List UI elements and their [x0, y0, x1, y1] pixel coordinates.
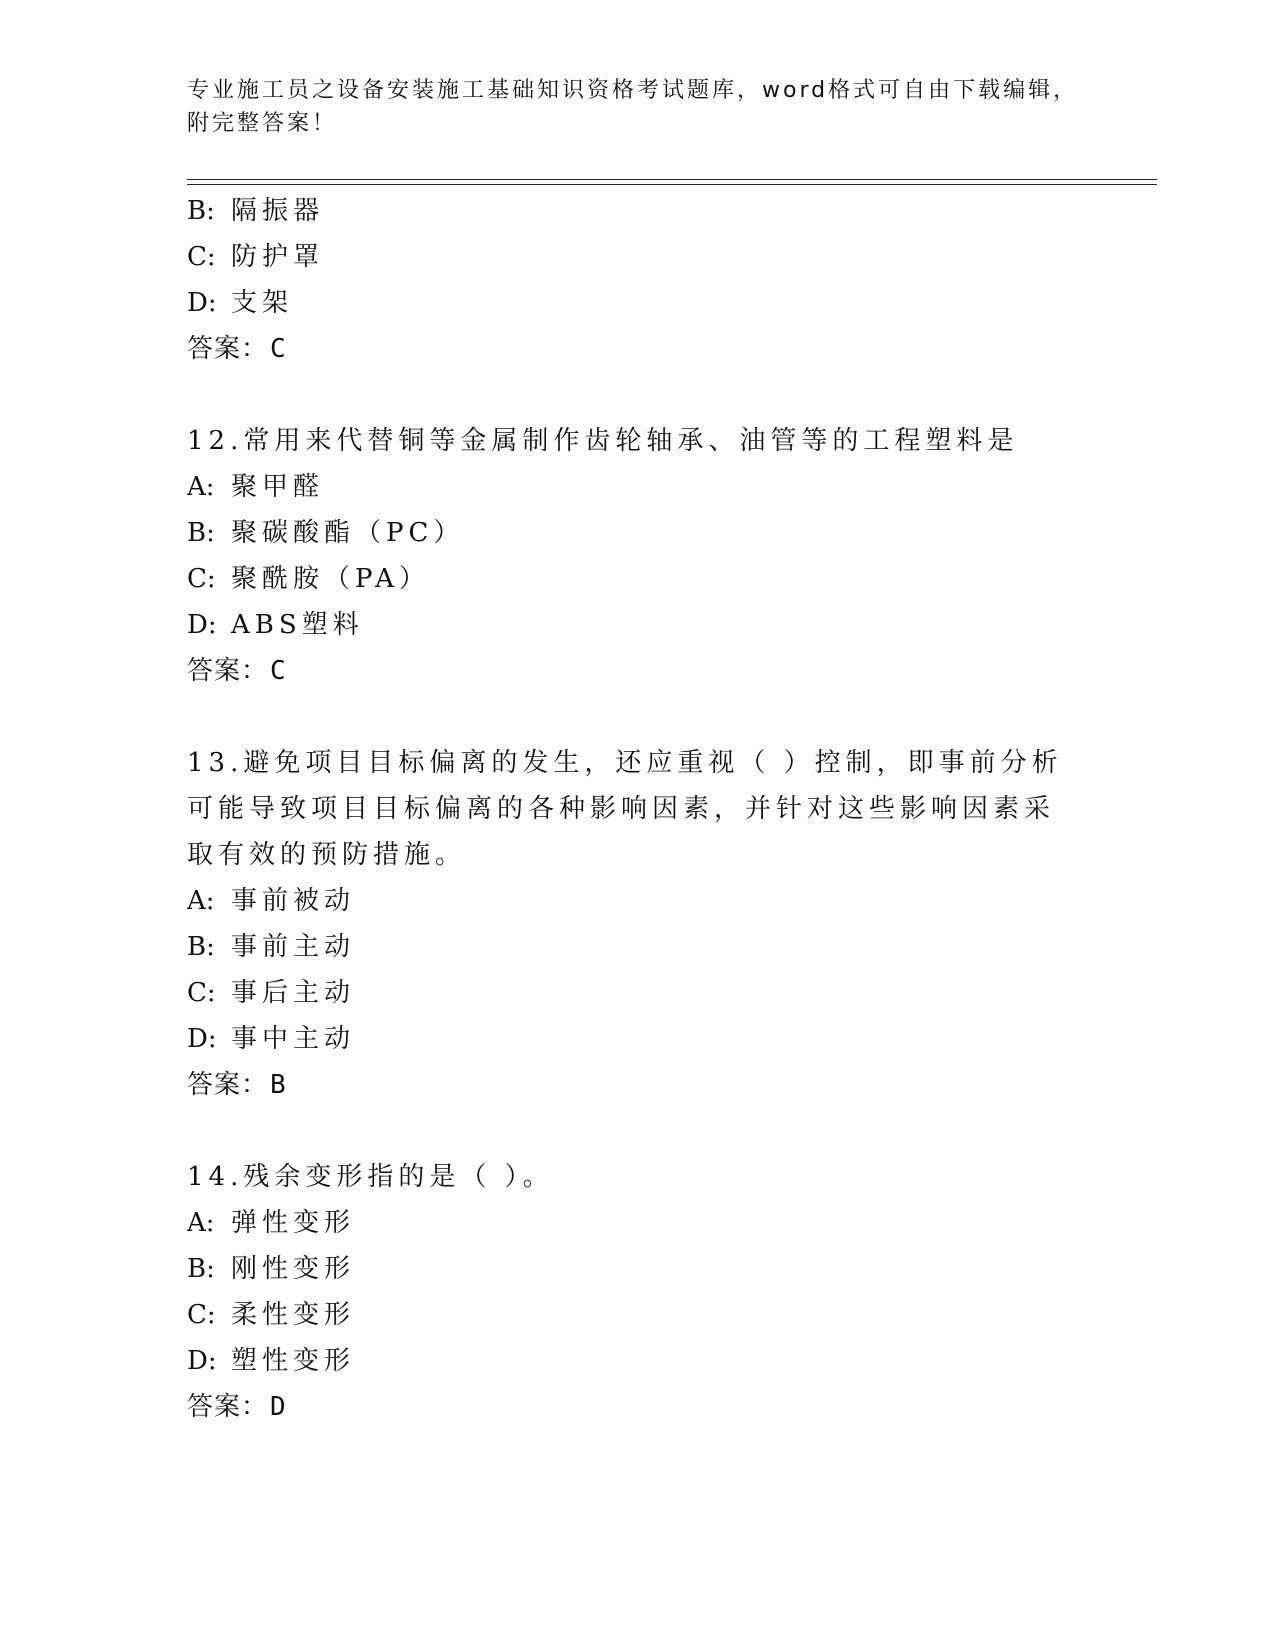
option-key: C: [187, 1300, 216, 1330]
header-divider-bottom [187, 184, 1157, 185]
option-c [187, 556, 1157, 602]
question-14 [187, 1154, 1157, 1430]
option-c [187, 970, 1157, 1016]
option-key: A: [187, 472, 215, 502]
option-b [187, 1246, 1157, 1292]
option-b [187, 188, 1157, 234]
question-stem: 12.常用来代替铜等金属制作齿轮轴承、油管等的工程塑料是 [187, 426, 1019, 456]
option-d [187, 280, 1157, 326]
answer-label: 答案： [187, 334, 269, 364]
document-header [187, 74, 1087, 140]
option-a [187, 1200, 1157, 1246]
answer-value: D [270, 1392, 287, 1422]
option-key: C: [187, 564, 216, 594]
answer-value: C [270, 656, 287, 686]
option-text: 事后主动 [231, 978, 356, 1008]
question-list [187, 188, 1157, 1430]
answer-line [187, 1062, 1157, 1108]
question-13 [187, 740, 1157, 1108]
option-key: D: [187, 1024, 217, 1054]
answer-label: 答案： [187, 656, 269, 686]
option-key: D: [187, 1346, 217, 1376]
option-c [187, 1292, 1157, 1338]
answer-line [187, 326, 1157, 372]
question-partial [187, 188, 1157, 372]
option-a [187, 878, 1157, 924]
option-text: ABS塑料 [231, 610, 364, 640]
option-text: 事中主动 [231, 1024, 356, 1054]
option-text: 聚酰胺（PA） [231, 564, 430, 594]
answer-line [187, 648, 1157, 694]
option-text: 隔振器 [231, 196, 325, 226]
question-stem: 13.避免项目目标偏离的发生，还应重视（ ）控制，即事前分析可能导致项目目标偏离的各种影响因素，并针对这些影响因素采取有效的预防措施。 [187, 748, 1063, 870]
option-key: D: [187, 288, 217, 318]
option-b [187, 510, 1157, 556]
option-key: A: [187, 1208, 215, 1238]
option-text: 柔性变形 [231, 1300, 356, 1330]
option-c [187, 234, 1157, 280]
option-text: 塑性变形 [231, 1346, 356, 1376]
option-d [187, 1338, 1157, 1384]
option-text: 弹性变形 [231, 1208, 356, 1238]
option-key: B: [187, 932, 215, 962]
option-text: 聚碳酸酯（PC） [231, 518, 465, 548]
option-key: A: [187, 886, 215, 916]
answer-value: C [270, 334, 287, 364]
option-text: 刚性变形 [231, 1254, 356, 1284]
option-d [187, 1016, 1157, 1062]
answer-label: 答案： [187, 1392, 269, 1422]
header-line-1: 专业施工员之设备安装施工基础知识资格考试题库，word格式可自由下载编辑， [187, 78, 1079, 103]
question-stem: 14.残余变形指的是（ ）。 [187, 1162, 554, 1192]
option-d [187, 602, 1157, 648]
spacer [187, 372, 1157, 418]
answer-label: 答案： [187, 1070, 269, 1100]
question-12 [187, 418, 1157, 694]
answer-line [187, 1384, 1157, 1430]
option-key: C: [187, 242, 216, 272]
option-key: B: [187, 1254, 215, 1284]
option-key: B: [187, 518, 215, 548]
option-text: 聚甲醛 [231, 472, 325, 502]
option-text: 事前主动 [231, 932, 356, 962]
option-key: B: [187, 196, 215, 226]
header-divider-top [187, 179, 1157, 180]
answer-value: B [270, 1070, 287, 1100]
option-key: C: [187, 978, 216, 1008]
spacer [187, 1108, 1157, 1154]
option-a [187, 464, 1157, 510]
option-b [187, 924, 1157, 970]
option-text: 防护罩 [231, 242, 325, 272]
header-line-2: 附完整答案！ [187, 111, 338, 136]
option-key: D: [187, 610, 217, 640]
spacer [187, 694, 1157, 740]
option-text: 支架 [231, 288, 294, 318]
option-text: 事前被动 [231, 886, 356, 916]
